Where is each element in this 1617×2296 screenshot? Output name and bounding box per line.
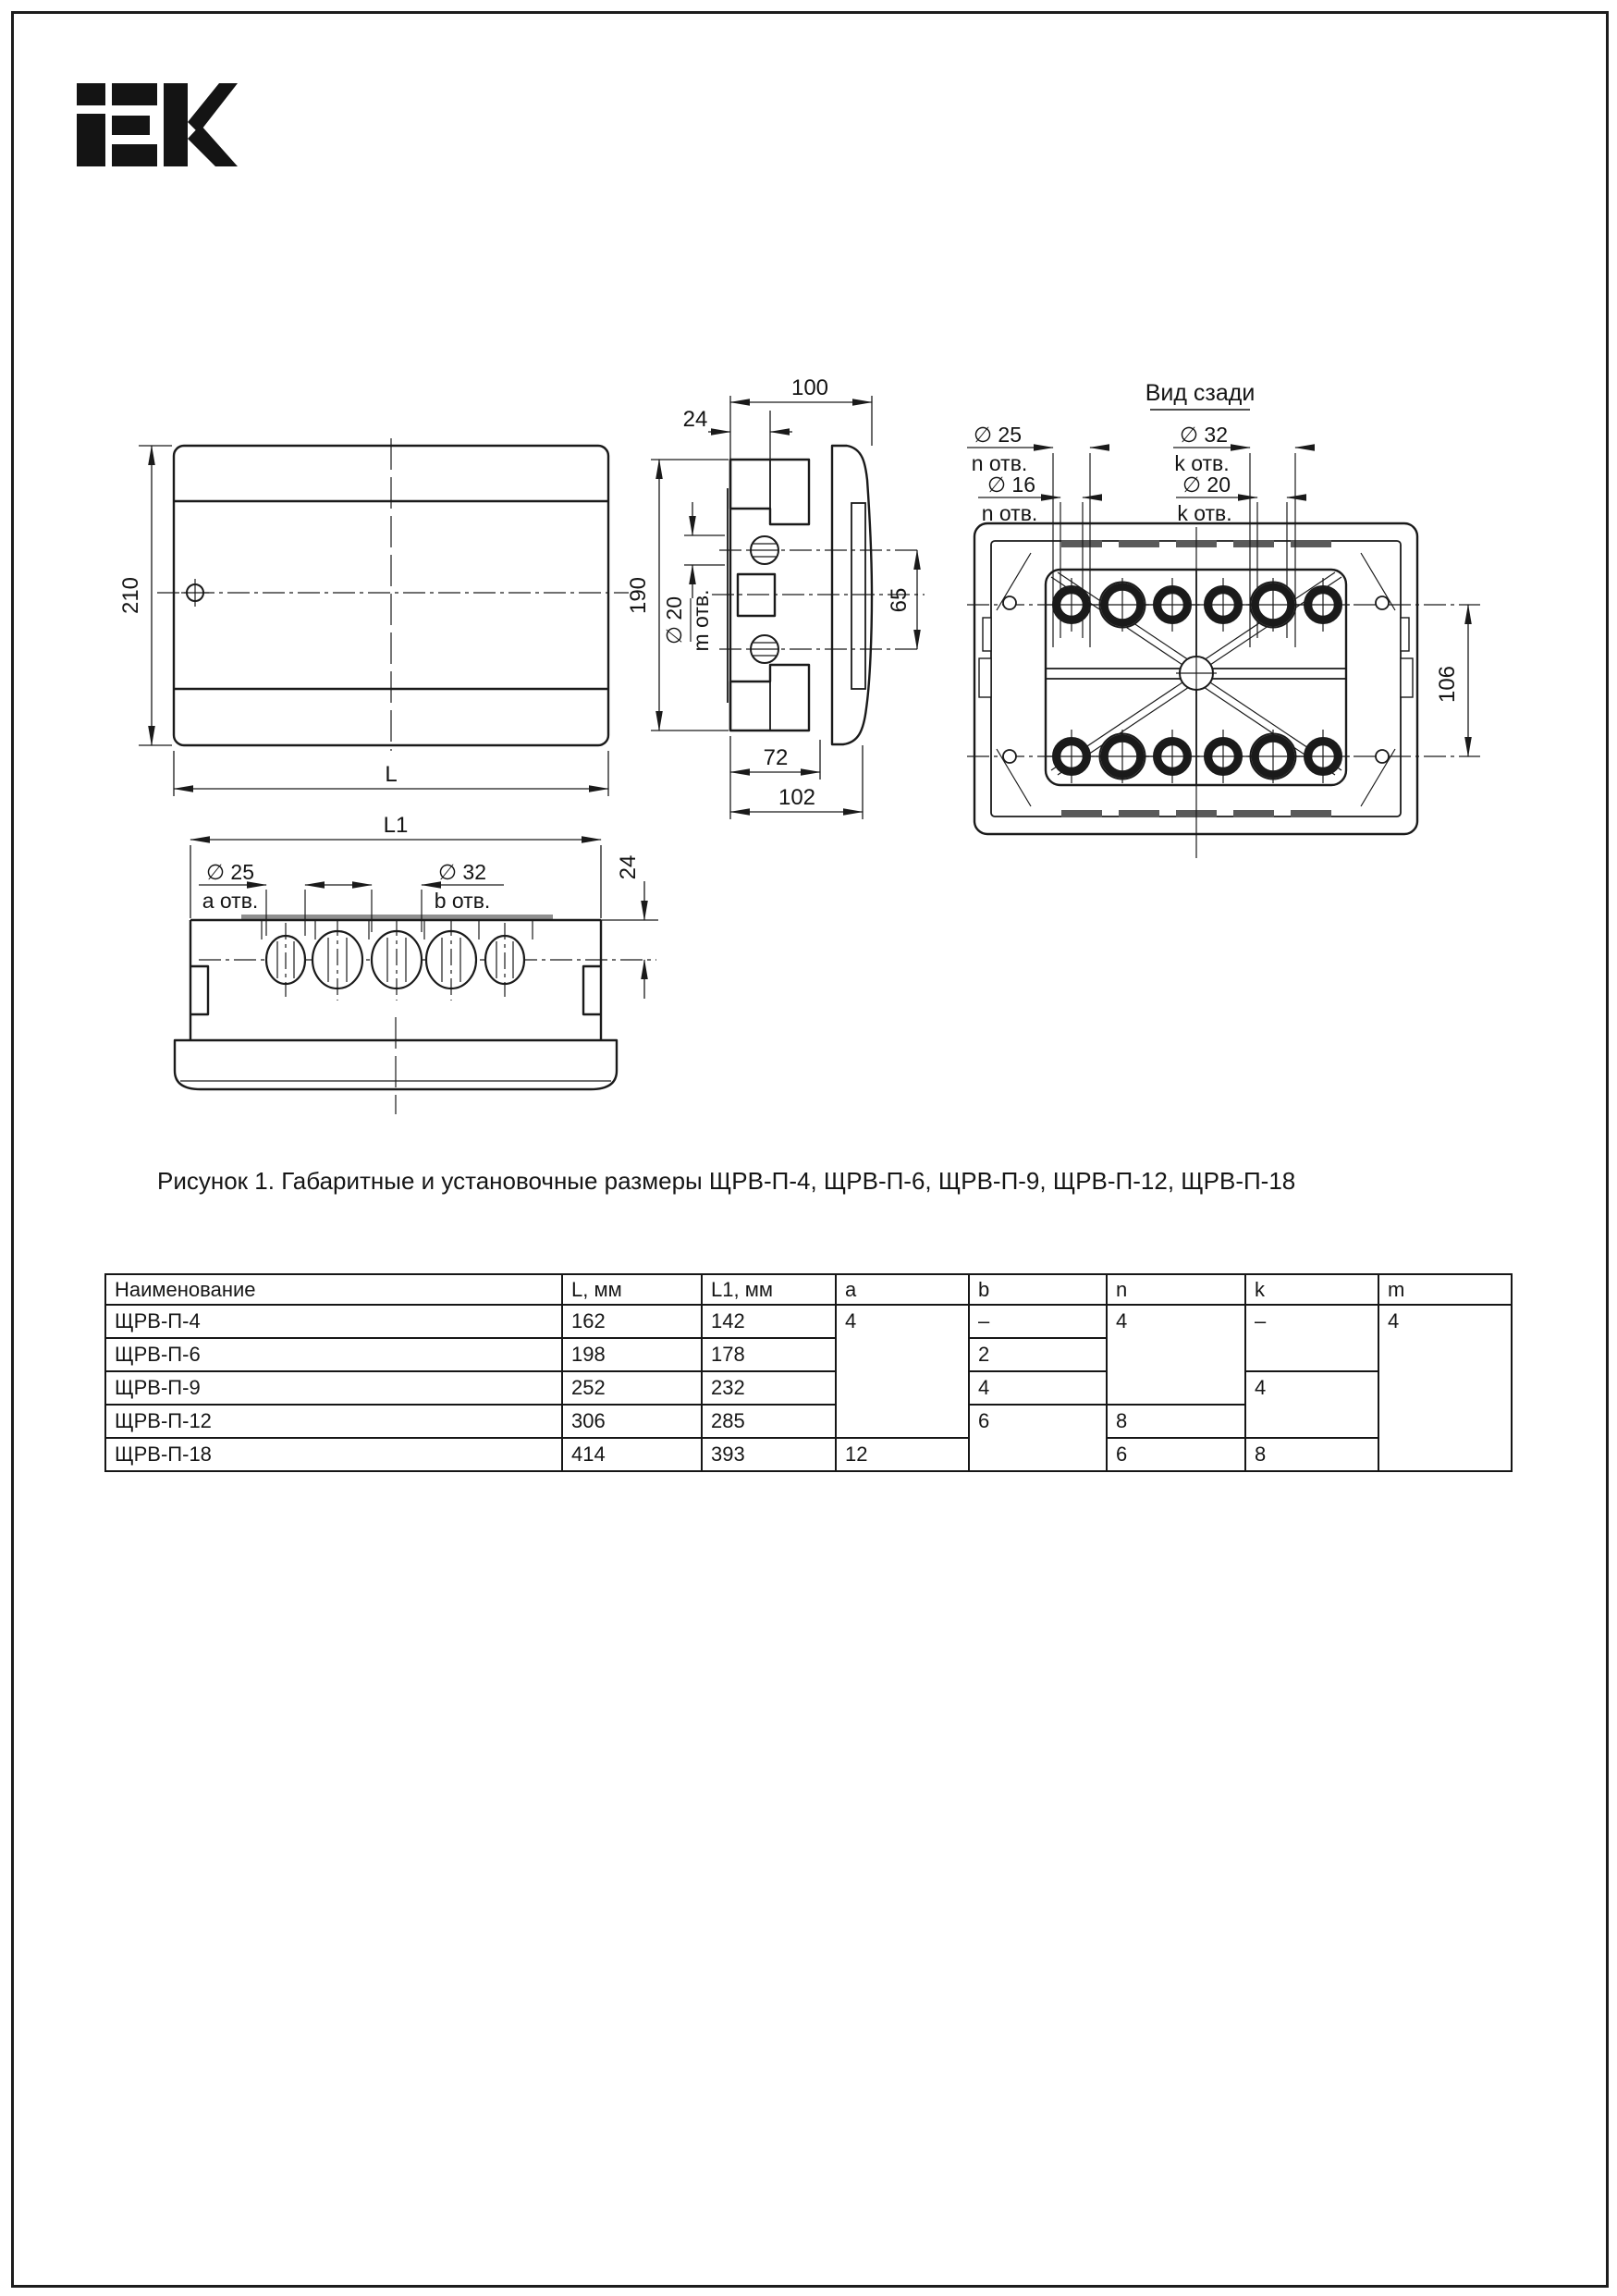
rear-d16-label: ∅ 16 [986,473,1036,497]
cell-L: 252 [562,1371,702,1405]
bottom-d32-count-label: b отв. [434,889,491,913]
cell-L1: 393 [702,1438,836,1471]
side-view-drawing [626,375,925,819]
cell-k: – [1245,1305,1378,1371]
cell-k: 8 [1245,1438,1378,1471]
cell-name: ЩРВ-П-4 [105,1305,562,1338]
table-header-row [105,1274,1512,1305]
side-height-dim-label: 190 [626,576,651,615]
rear-view-title: Вид сзади [1145,380,1256,406]
side-overall-depth-dim-label: 102 [778,785,816,810]
cell-a: 12 [836,1438,969,1471]
cell-a: 4 [836,1305,969,1438]
col-header-k: k [1245,1274,1378,1305]
cell-b: 6 [969,1405,1107,1471]
table-row [105,1438,1512,1471]
cell-n: 4 [1107,1305,1245,1405]
cell-L1: 232 [702,1371,836,1405]
col-header-n: n [1107,1274,1245,1305]
side-hole-count-label: m отв. [689,589,713,652]
bottom-lip-dim-label: 24 [616,854,641,880]
side-span-dim-label: 65 [887,587,912,613]
rear-d32-label: ∅ 32 [1179,423,1229,447]
rear-d20-count-label: k отв. [1177,501,1232,525]
table-row [105,1305,1512,1338]
bottom-d32-label: ∅ 32 [437,860,487,884]
cell-m: 4 [1378,1305,1512,1471]
cell-L: 198 [562,1338,702,1371]
bottom-view-drawing [175,813,658,1114]
cell-n: 8 [1107,1405,1245,1438]
cell-name: ЩРВ-П-12 [105,1405,562,1438]
bottom-length-dim-label: L1 [383,813,409,838]
cell-b: – [969,1305,1107,1338]
rear-d25-label: ∅ 25 [973,423,1023,447]
rear-rowspan-dim-label: 106 [1435,665,1460,704]
cell-n: 6 [1107,1438,1245,1471]
rear-d25-count-label: n отв. [971,451,1028,475]
col-header-L: L, мм [562,1274,702,1305]
side-depth-dim-label: 100 [790,375,829,400]
front-length-dim-label: L [385,762,398,787]
cell-L: 414 [562,1438,702,1471]
dimensions-table [104,1273,1513,1472]
side-flange-dim-label: 24 [682,407,708,432]
bottom-d25-label: ∅ 25 [205,860,255,884]
front-height-dim-label: 210 [118,576,143,615]
cell-name: ЩРВ-П-6 [105,1338,562,1371]
cell-L: 306 [562,1405,702,1438]
rear-view-drawing [967,380,1480,858]
rear-d16-count-label: n отв. [981,501,1038,525]
figure-caption: Рисунок 1. Габаритные и установочные размеры ЩРВ-П-4, ЩРВ-П-6, ЩРВ-П-9, ЩРВ-П-12, ЩРВ-П-18 [157,1167,1296,1195]
col-header-L1: L1, мм [702,1274,836,1305]
cell-L1: 178 [702,1338,836,1371]
cell-k: 4 [1245,1371,1378,1438]
rear-d32-count-label: k отв. [1174,451,1230,475]
cell-L1: 142 [702,1305,836,1338]
cell-name: ЩРВ-П-9 [105,1371,562,1405]
cell-name: ЩРВ-П-18 [105,1438,562,1471]
cell-b: 4 [969,1371,1107,1405]
col-header-a: a [836,1274,969,1305]
front-view-drawing [118,438,629,796]
col-header-name: Наименование [105,1274,562,1305]
table-row [105,1371,1512,1405]
iek-logo [77,83,238,166]
col-header-b: b [969,1274,1107,1305]
side-body-depth-dim-label: 72 [763,745,789,770]
cell-b: 2 [969,1338,1107,1371]
cell-L1: 285 [702,1405,836,1438]
col-header-m: m [1378,1274,1512,1305]
rear-d20-label: ∅ 20 [1182,473,1231,497]
side-hole-dia-label: ∅ 20 [662,595,686,645]
cell-L: 162 [562,1305,702,1338]
bottom-d25-count-label: a отв. [202,889,259,913]
